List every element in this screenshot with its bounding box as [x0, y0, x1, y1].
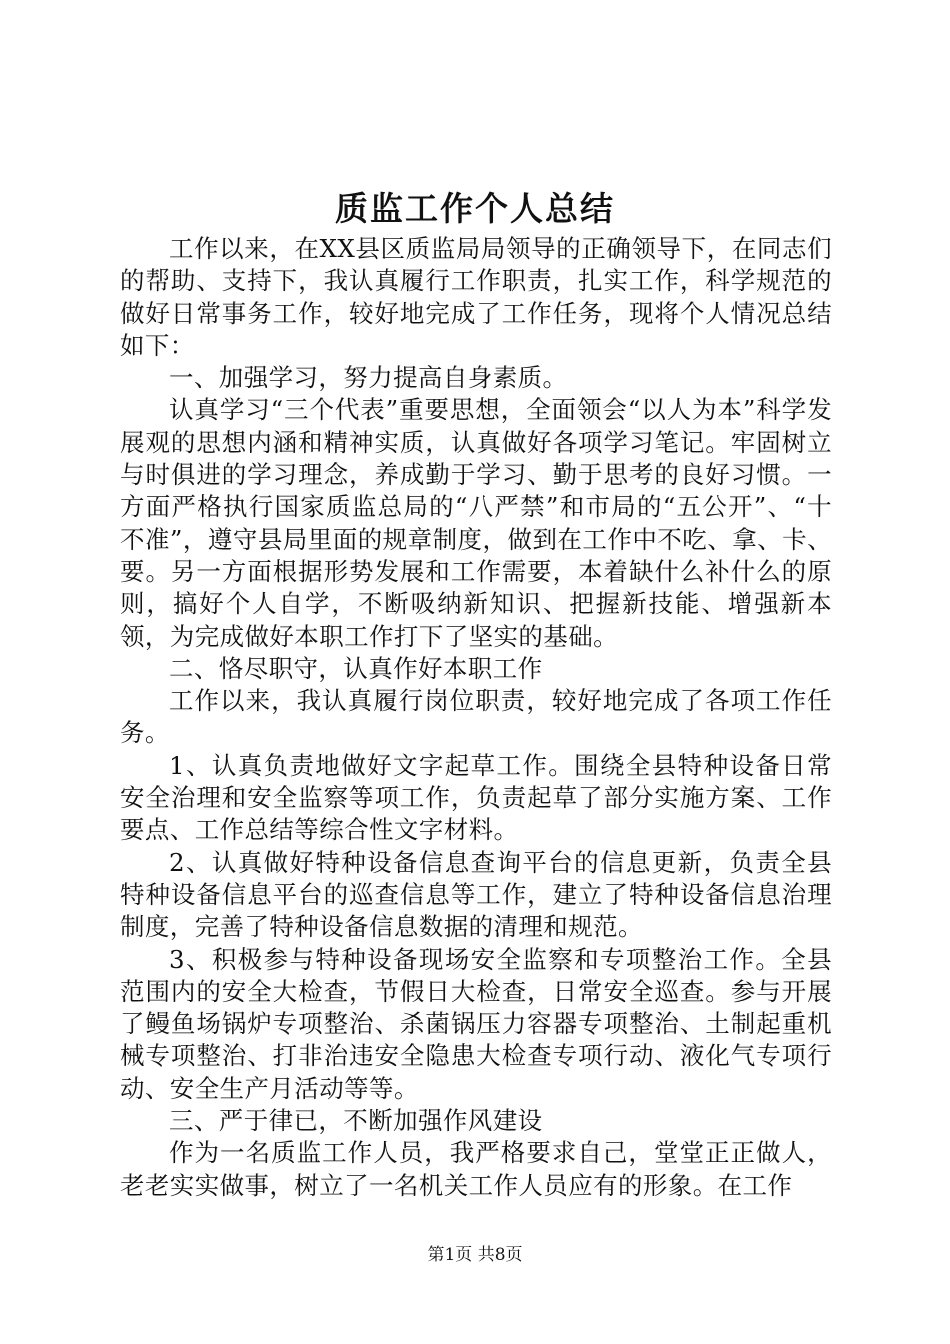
section-heading-3: 三、严于律已，不断加强作风建设 [169, 1106, 543, 1136]
document-body [120, 233, 832, 1202]
paragraph-duties: 工作以来，我认真履行岗位职责，较好地完成了各项工作任务。 [120, 686, 832, 748]
page-footer: 第1页 共8页 [427, 1245, 523, 1265]
list-item-1: 1、认真负责地做好文字起草工作。围绕全县特种设备日常安全治理和安全监察等项工作，负责起草了部分实施方案、工作要点、工作总结等综合性文字材料。 [120, 750, 832, 845]
document-title: 质监工作个人总结 [335, 189, 615, 228]
section-heading-1: 一、加强学习，努力提高自身素质。 [169, 363, 568, 393]
paragraph-study: 认真学习“三个代表”重要思想，全面领会“以人为本”科学发展观的思想内涵和精神实质，认真做好各项学习笔记。牢固树立与时俱进的学习理念，养成勤于学习、勤于思考的良好习惯。一方面严格执行国家质监总局的“八严禁”和市局的“五公开”、“十不准”，遵守县局里面的规章制度，做到在工作中不吃、拿、卡、要。另一方面根据形势发展和工作需要，本着缺什么补什么的原则，搞好个人自学，不断吸纳新知识、把握新技能、增强新本领，为完成做好本职工作打下了坚实的基础。 [120, 395, 832, 651]
list-item-3: 3、积极参与特种设备现场安全监察和专项整治工作。全县范围内的安全大检查，节假日大检查，日常安全巡查。参与开展了鳗鱼场锅炉专项整治、杀菌锅压力容器专项整治、土制起重机械专项整治、打非治违安全隐患大检查专项行动、液化气专项行动、安全生产月活动等等。 [120, 944, 832, 1103]
list-item-2: 2、认真做好特种设备信息查询平台的信息更新，负责全县特种设备信息平台的巡查信息等工作，建立了特种设备信息治理制度，完善了特种设备信息数据的清理和规范。 [120, 847, 832, 942]
paragraph-intro: 工作以来，在XX县区质监局局领导的正确领导下，在同志们的帮助、支持下，我认真履行工作职责，扎实工作，科学规范的做好日常事务工作，较好地完成了工作任务，现将个人情况总结如下： [120, 234, 832, 360]
paragraph-conduct: 作为一名质监工作人员，我严格要求自己，堂堂正正做人，老老实实做事，树立了一名机关工作人员应有的形象。在工作 [120, 1138, 832, 1200]
section-heading-2: 二、恪尽职守，认真作好本职工作 [169, 653, 543, 683]
